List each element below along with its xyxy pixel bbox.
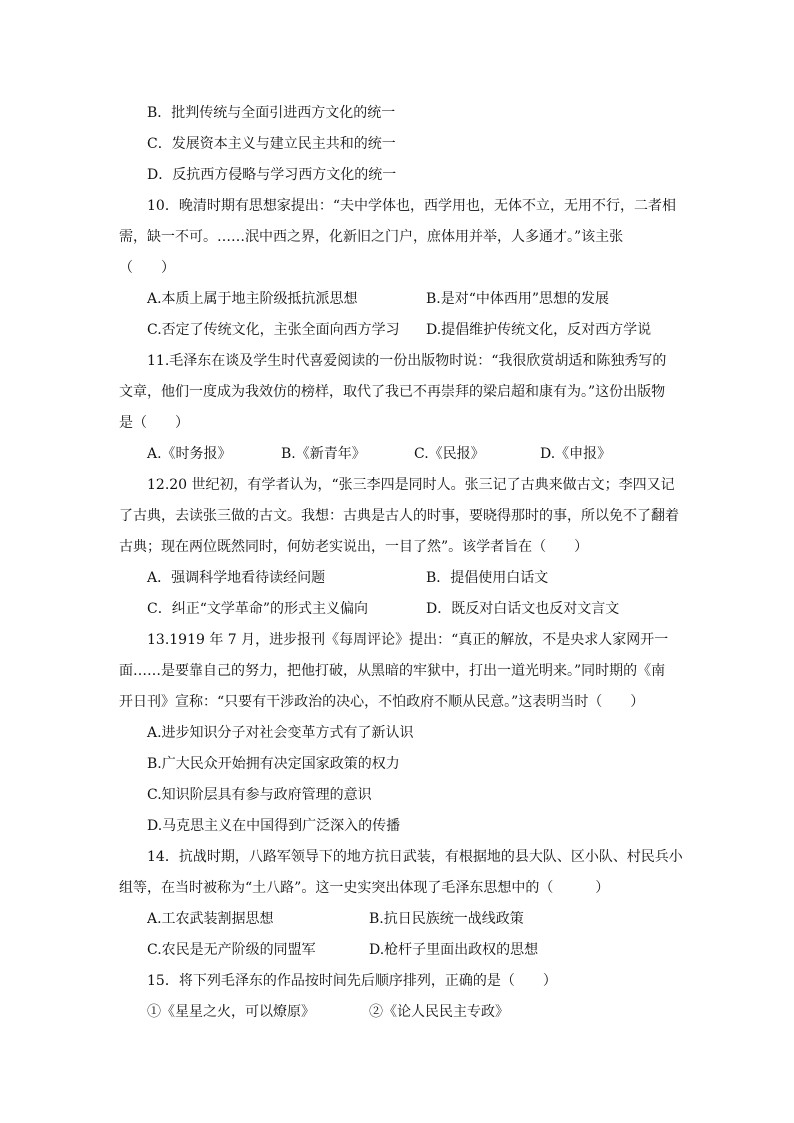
q13-option-c[interactable]: C.知识阶层具有参与政府管理的意识 [147, 787, 372, 803]
q11-option-c[interactable]: C.《民报》 [414, 446, 485, 462]
q10-stem-line-2: 需，缺一不可。……泯中西之界，化新旧之门户，庶体用并举，人多通才。”该主张 [119, 229, 624, 245]
q11-stem-line-2: 文章，他们一度成为我效仿的榜样，取代了我已不再崇拜的梁启超和康有为。”这份出版物 [119, 384, 666, 400]
q12-options-row-2 [147, 599, 687, 619]
q9-option-d[interactable]: D．反抗西方侵略与学习西方文化的统一 [147, 167, 397, 183]
q13-stem-line-1: 13.1919 年 7 月，进步报刊《每周评论》提出：“真正的解放，不是央求人家网开一 [147, 632, 669, 648]
q15-item-1: ①《星星之火，可以燎原》 [147, 1004, 315, 1020]
q11-option-a[interactable]: A.《时务报》 [147, 446, 232, 462]
q11-option-b[interactable]: B.《新青年》 [281, 446, 366, 462]
q13-option-a[interactable]: A.进步知识分子对社会变革方式有了新认识 [147, 725, 414, 741]
q14-option-d[interactable]: D.枪杆子里面出政权的思想 [369, 942, 539, 958]
q13-stem-line-3: 开日刊》宣称：“只要有干涉政治的决心，不怕政府不顺从民意。”这表明当时（ ） [119, 694, 645, 710]
q14-stem-line-1: 14．抗战时期，八路军领导下的地方抗日武装，有根据地的县大队、区小队、村民兵小 [147, 849, 683, 865]
q14-option-a[interactable]: A.工农武装割据思想 [147, 911, 274, 927]
q10-stem-line-1: 10．晚清时期有思想家提出：“夫中学体也，西学用也，无体不立，无用不行，二者相 [147, 198, 676, 214]
q12-stem-line-1: 12.20 世纪初，有学者认为，“张三李四是同时人。张三记了古典来做古文；李四又记 [147, 477, 675, 493]
q14-stem-line-2: 组等，在当时被称为“土八路”。这一史实突出体现了毛泽东思想中的（ ） [119, 880, 610, 896]
q13-stem-line-2: 面……是要靠自己的努力，把他打破，从黑暗的牢狱中，打出一道光明来。”同时期的《南 [119, 663, 666, 679]
q14-option-b[interactable]: B.抗日民族统一战线政策 [369, 911, 524, 927]
q12-stem-line-3: 古典；现在两位既然同时，何妨老实说出，一目了然”。该学者旨在（ ） [119, 539, 589, 555]
q11-stem-line-3: 是（ ） [119, 415, 189, 431]
q10-option-b[interactable]: B.是对“中体西用”思想的发展 [426, 291, 610, 307]
q11-options-row [147, 444, 687, 464]
q14-option-c[interactable]: C.农民是无产阶级的同盟军 [147, 942, 316, 958]
q12-option-a[interactable]: A．强调科学地看待读经问题 [147, 570, 326, 586]
q12-option-d[interactable]: D．既反对白话文也反对文言文 [426, 601, 620, 617]
q10-option-d[interactable]: D.提倡维护传统文化，反对西方学说 [426, 322, 652, 338]
q12-options-row-1 [147, 568, 687, 588]
q10-options-row-2 [147, 320, 687, 340]
q10-option-a[interactable]: A.本质上属于地主阶级抵抗派思想 [147, 291, 358, 307]
q13-option-b[interactable]: B.广大民众开始拥有决定国家政策的权力 [147, 756, 400, 772]
q10-option-c[interactable]: C.否定了传统文化，主张全面向西方学习 [147, 322, 400, 338]
q10-answer-blank: （ ） [119, 260, 175, 276]
q9-option-c[interactable]: C．发展资本主义与建立民主共和的统一 [147, 136, 396, 152]
q15-stem: 15．将下列毛泽东的作品按时间先后顺序排列，正确的是（ ） [147, 973, 557, 989]
q11-option-d[interactable]: D.《申报》 [540, 446, 612, 462]
q15-items-row [147, 1002, 687, 1022]
q11-stem-line-1: 11.毛泽东在谈及学生时代喜爱阅读的一份出版物时说：“我很欣赏胡适和陈独秀写的 [147, 353, 667, 369]
q12-option-b[interactable]: B．提倡使用白话文 [426, 570, 549, 586]
q12-option-c[interactable]: C．纠正“文学革命”的形式主义偏向 [147, 601, 369, 617]
q10-options-row-1 [147, 289, 687, 309]
q9-option-b[interactable]: B．批判传统与全面引进西方文化的统一 [147, 105, 396, 121]
q13-option-d[interactable]: D.马克思主义在中国得到广泛深入的传播 [147, 818, 401, 834]
q14-options-row-2 [147, 940, 687, 960]
q12-stem-line-2: 了古典，去读张三做的古文。我想：古典是古人的时事，要晓得那时的事，所以免不了翻着 [119, 508, 679, 524]
q14-options-row-1 [147, 909, 687, 929]
q15-item-2: ②《论人民民主专政》 [369, 1004, 509, 1020]
